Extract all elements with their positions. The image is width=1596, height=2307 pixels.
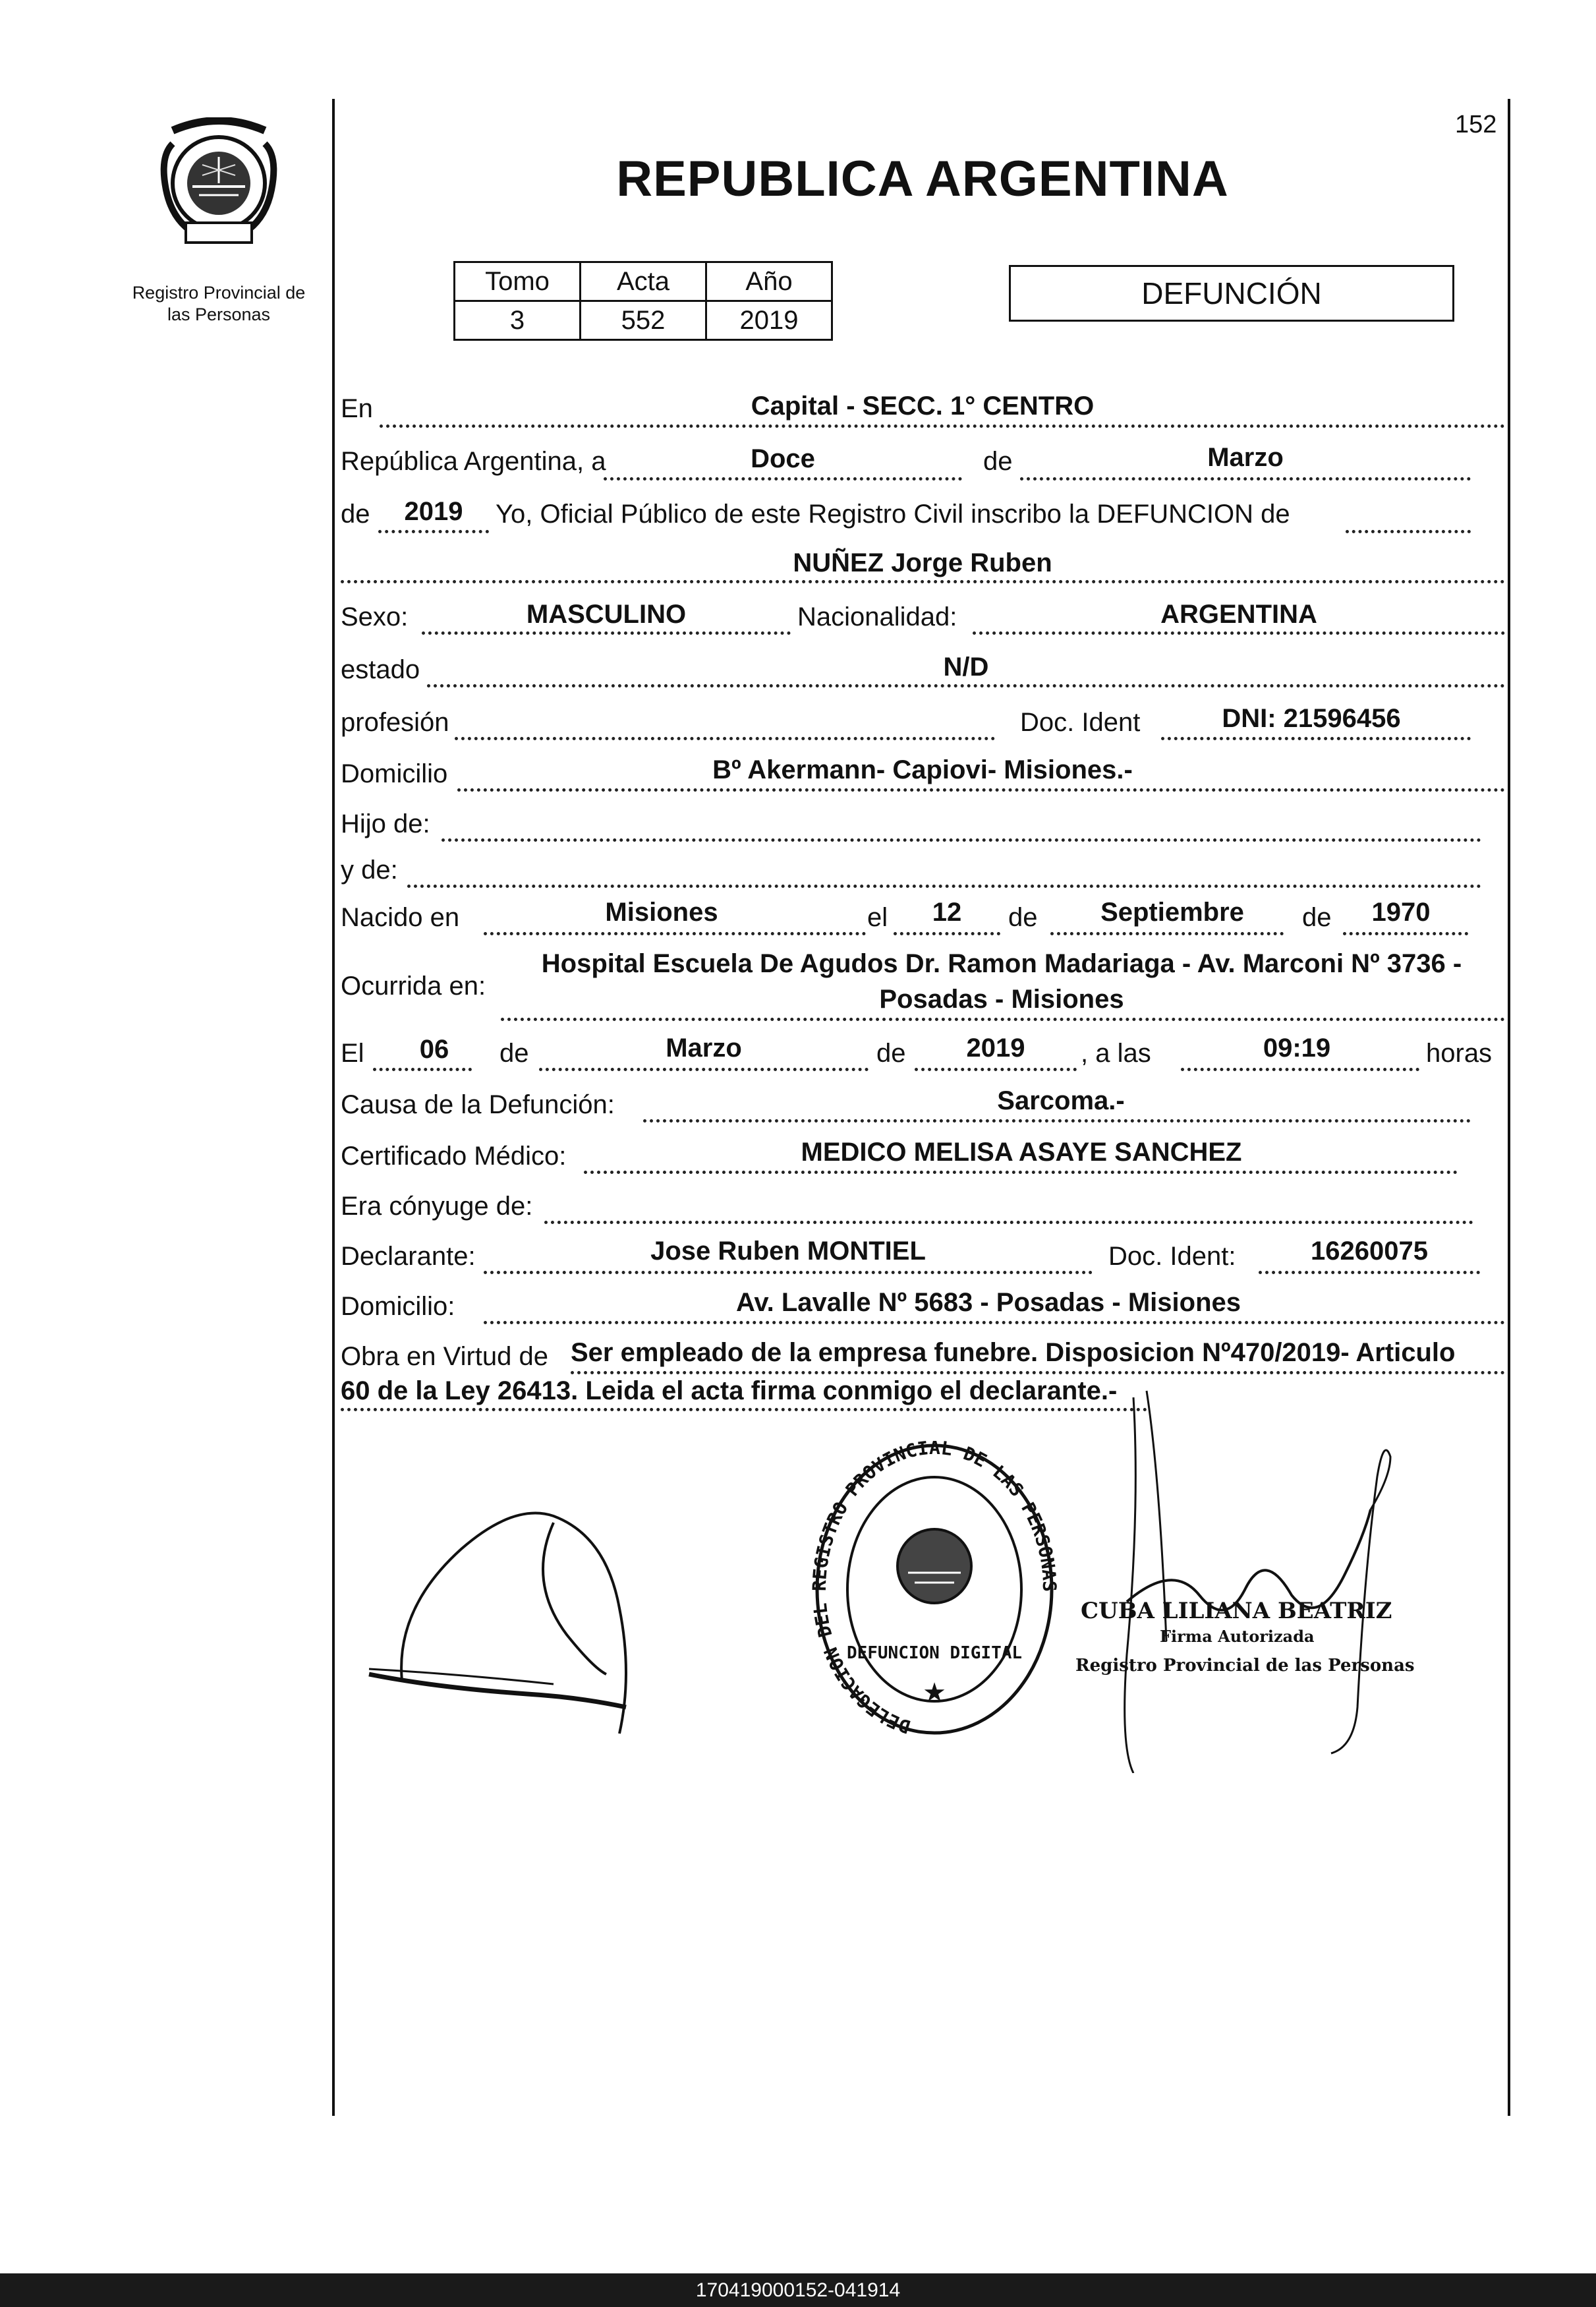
registry-label-line1: Registro Provincial de	[132, 283, 306, 303]
death-day: 06	[419, 1035, 449, 1064]
death-month-line	[539, 1068, 869, 1071]
domicilio-value: Bº Akermann- Capiovi- Misiones.-	[712, 755, 1133, 784]
death-year: 2019	[966, 1034, 1025, 1063]
domicilio2-label: Domicilio:	[341, 1292, 455, 1321]
profesion-line	[455, 737, 995, 740]
star-icon: ★	[923, 1678, 946, 1707]
official-title: Firma Autorizada	[1160, 1627, 1315, 1646]
official-registry: Registro Provincial de las Personas	[1075, 1656, 1415, 1676]
alas-label: , a las	[1081, 1039, 1151, 1068]
ocurrida-line1: Hospital Escuela De Agudos Dr. Ramon Madariaga - Av. Marconi Nº 3736 -	[541, 949, 1462, 978]
el-label: el	[867, 903, 888, 932]
birth-year: 1970	[1371, 898, 1431, 927]
domicilio-line	[457, 788, 1505, 792]
day-line	[604, 477, 962, 481]
right-margin-line	[1508, 99, 1510, 2116]
name-line	[341, 580, 1505, 583]
death-time: 09:19	[1263, 1034, 1331, 1063]
month-line	[1020, 477, 1471, 481]
record-type-box: DEFUNCIÓN	[1009, 265, 1454, 322]
nacido-value: Misiones	[605, 898, 718, 927]
certificado-label: Certificado Médico:	[341, 1142, 567, 1171]
footer-code: 170419000152-041914	[0, 2273, 1596, 2307]
nacido-line	[484, 932, 866, 935]
death-de1: de	[499, 1039, 529, 1068]
sexo-label: Sexo:	[341, 602, 409, 631]
record-table-header-row	[455, 262, 832, 301]
ocurrida-label: Ocurrida en:	[341, 972, 486, 1001]
yde-label: y de:	[341, 856, 398, 885]
declarante-line	[484, 1271, 1093, 1274]
declarante-value: Jose Ruben MONTIEL	[650, 1237, 926, 1266]
record-table-header: Acta	[581, 262, 706, 301]
domicilio-label: Domicilio	[341, 759, 448, 788]
declarant-signature	[356, 1476, 712, 1740]
hijo-line	[442, 838, 1481, 842]
nacionalidad-label: Nacionalidad:	[797, 602, 957, 631]
causa-line	[643, 1119, 1471, 1123]
hijo-label: Hijo de:	[341, 809, 430, 838]
ocurrida-line	[501, 1018, 1505, 1021]
deceased-name: NUÑEZ Jorge Ruben	[793, 548, 1052, 577]
death-day-line	[373, 1068, 472, 1071]
sexo-line	[422, 631, 791, 635]
conyuge-line	[544, 1221, 1473, 1224]
causa-label: Causa de la Defunción:	[341, 1090, 615, 1119]
registry-label-line2: las Personas	[167, 305, 271, 324]
registry-label	[113, 282, 324, 326]
republica-label: República Argentina, a	[341, 447, 606, 476]
conyuge-label: Era cónyuge de:	[341, 1192, 533, 1221]
record-table-cell: 3	[455, 301, 581, 340]
yde-line	[407, 885, 1481, 888]
registry-stamp	[809, 1441, 1060, 1744]
day-value: Doce	[751, 444, 815, 473]
year-line	[378, 530, 489, 533]
nacionalidad-value: ARGENTINA	[1160, 600, 1317, 629]
ocurrida-line2: Posadas - Misiones	[879, 985, 1124, 1014]
causa-value: Sarcoma.-	[997, 1086, 1125, 1115]
estado-line	[427, 684, 1505, 687]
doc-ident-label: Doc. Ident	[1020, 708, 1141, 737]
page-title: REPUBLICA ARGENTINA	[616, 151, 1229, 207]
en-label: En	[341, 394, 373, 423]
stamp-inner-text: DEFUNCION DIGITAL	[846, 1643, 1023, 1663]
birth-de2: de	[1302, 903, 1332, 932]
record-table-cell: 552	[581, 301, 706, 340]
doc-ident-line	[1161, 737, 1471, 740]
death-time-line	[1181, 1068, 1419, 1071]
domicilio2-value: Av. Lavalle Nº 5683 - Posadas - Misiones	[735, 1288, 1241, 1317]
obra-line1-dots	[571, 1371, 1505, 1374]
record-table-value-row	[455, 301, 832, 340]
nacido-label: Nacido en	[341, 903, 460, 932]
declarante-doc-value: 16260075	[1311, 1237, 1428, 1266]
en-value: Capital - SECC. 1° CENTRO	[751, 392, 1095, 421]
birth-month-line	[1050, 932, 1284, 935]
de-label: de	[983, 447, 1013, 476]
declarante-label: Declarante:	[341, 1242, 476, 1271]
official-signature	[1081, 1378, 1437, 1773]
obra-label: Obra en Virtud de	[341, 1342, 549, 1371]
declarante-doc-label: Doc. Ident:	[1108, 1242, 1236, 1271]
birth-day: 12	[932, 898, 962, 927]
record-table	[453, 261, 833, 341]
province-seal-logo	[146, 117, 291, 256]
birth-month: Septiembre	[1100, 898, 1244, 927]
profesion-label: profesión	[341, 708, 449, 737]
official-name: CUBA LILIANA BEATRIZ	[1081, 1598, 1392, 1624]
estado-label: estado	[341, 655, 420, 684]
inscribe-line	[1346, 530, 1471, 533]
record-table-cell: 2019	[706, 301, 832, 340]
year-value: 2019	[404, 497, 463, 526]
doc-ident-value: DNI: 21596456	[1222, 704, 1401, 733]
el2-label: El	[341, 1039, 364, 1068]
page-number: 152	[1455, 111, 1497, 138]
sexo-value: MASCULINO	[526, 600, 687, 629]
domicilio2-line	[484, 1321, 1505, 1324]
death-de2: de	[876, 1039, 906, 1068]
obra-line2-dots	[341, 1408, 1147, 1411]
estado-value: N/D	[943, 653, 989, 682]
left-margin-line	[332, 99, 335, 2116]
stamp-ring-text: DELEGACION DEL REGISTRO PROVINCIAL DE LAS PERSONAS	[809, 1441, 1060, 1738]
certificado-line	[584, 1171, 1458, 1174]
record-table-header: Tomo	[455, 262, 581, 301]
month-value: Marzo	[1207, 443, 1284, 472]
nacionalidad-line	[973, 631, 1505, 635]
inscribe-text: Yo, Oficial Público de este Registro Civil inscribo la DEFUNCION de	[496, 500, 1290, 529]
horas-label: horas	[1426, 1039, 1493, 1068]
declarante-doc-line	[1259, 1271, 1480, 1274]
year-prefix: de	[341, 500, 370, 529]
death-year-line	[915, 1068, 1077, 1071]
birth-de1: de	[1008, 903, 1038, 932]
obra-line2: 60 de la Ley 26413. Leida el acta firma conmigo el declarante.-	[341, 1376, 1118, 1405]
birth-day-line	[894, 932, 1000, 935]
certificado-value: MEDICO MELISA ASAYE SANCHEZ	[801, 1138, 1242, 1167]
obra-line1: Ser empleado de la empresa funebre. Disposicion Nº470/2019- Articulo	[571, 1338, 1456, 1367]
birth-year-line	[1343, 932, 1468, 935]
record-table-header: Año	[706, 262, 832, 301]
death-month: Marzo	[666, 1034, 742, 1063]
en-line	[380, 424, 1505, 428]
